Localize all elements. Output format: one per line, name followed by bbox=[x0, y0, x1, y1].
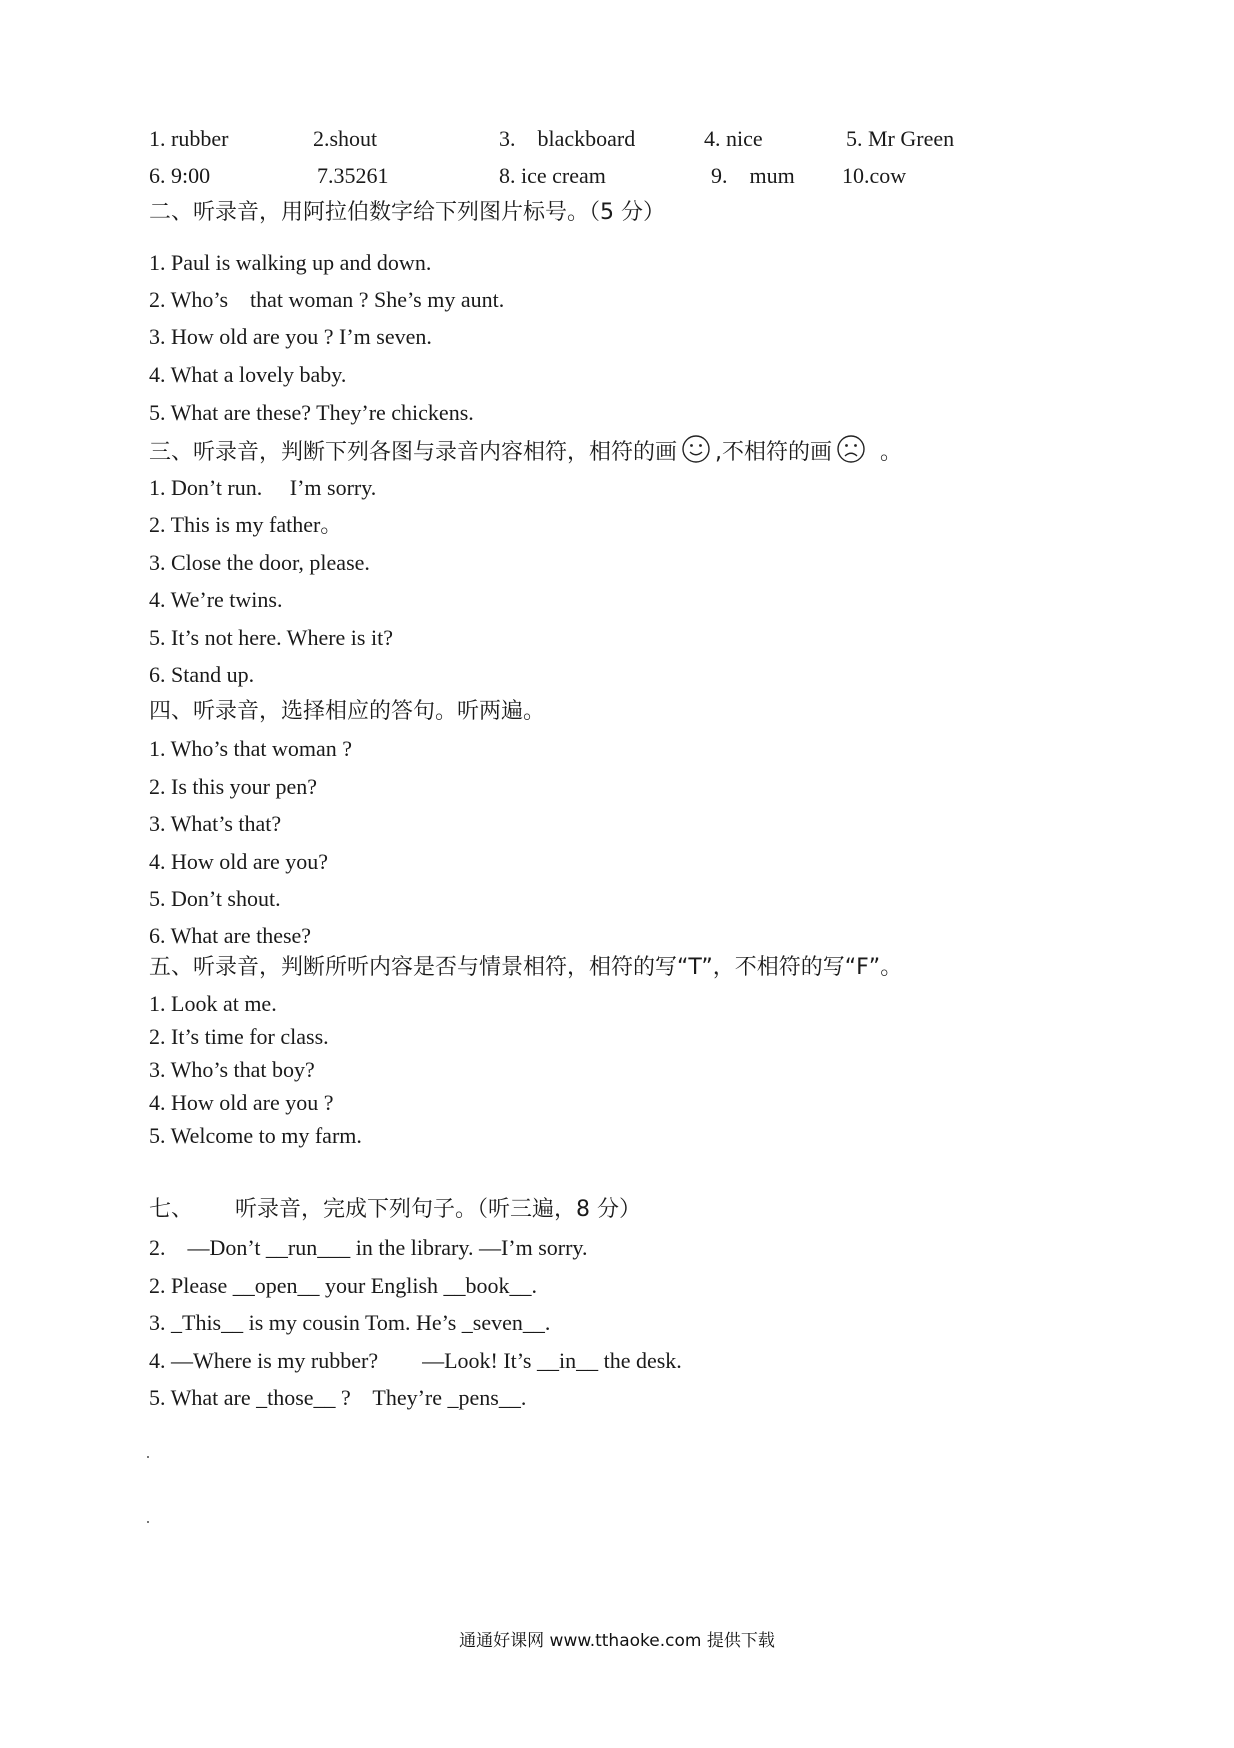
section3-item-2: 2. This is my father。 bbox=[149, 512, 343, 537]
smiley-face-icon bbox=[681, 434, 711, 472]
section4-item-1: 1. Who’s that woman ? bbox=[149, 736, 353, 761]
section2-item-5: 5. What are these? They’re chickens. bbox=[149, 400, 474, 425]
section2-item-4: 4. What a lovely baby. bbox=[149, 362, 347, 387]
section3-item-3: 3. Close the door, please. bbox=[149, 550, 370, 575]
stray-dot bbox=[147, 1456, 149, 1458]
word-7: 7.35261 bbox=[317, 163, 389, 188]
section2-item-3: 3. How old are you ? I’m seven. bbox=[149, 324, 432, 349]
section3-heading-part1: 三、听录音，判断下列各图与录音内容相符，相符的画 bbox=[149, 440, 678, 465]
word-9: 9. mum bbox=[711, 163, 795, 188]
section3-heading-part3: 。 bbox=[880, 440, 903, 465]
word-6: 6. 9:00 bbox=[149, 163, 211, 188]
section4-item-3: 3. What’s that? bbox=[149, 811, 282, 836]
section7-heading: 七、 听录音，完成下列句子。（听三遍，8 分） bbox=[149, 1197, 641, 1222]
section3-item-5: 5. It’s not here. Where is it? bbox=[149, 625, 393, 650]
section4-item-6: 6. What are these? bbox=[149, 923, 312, 948]
section4-item-4: 4. How old are you? bbox=[149, 849, 329, 874]
section5-item-1: 1. Look at me. bbox=[149, 991, 277, 1016]
section3-heading-part2: ,不相符的画 bbox=[715, 440, 833, 465]
section3-item-4: 4. We’re twins. bbox=[149, 587, 283, 612]
section7-item-2: 2. Please __open__ your English __book__. bbox=[149, 1273, 538, 1298]
word-4: 4. nice bbox=[704, 126, 763, 151]
section4-item-2: 2. Is this your pen? bbox=[149, 774, 318, 799]
word-3: 3. blackboard bbox=[499, 126, 636, 151]
section3-item-1: 1. Don’t run. I’m sorry. bbox=[149, 475, 377, 500]
section7-item-5: 5. What are _those__ ? They’re _pens__. bbox=[149, 1385, 527, 1410]
section5-item-2: 2. It’s time for class. bbox=[149, 1024, 329, 1049]
section7-item-4: 4. —Where is my rubber? —Look! It’s __in__ the desk. bbox=[149, 1348, 682, 1373]
section5-heading: 五、听录音，判断所听内容是否与情景相符，相符的写“T”，不相符的写“F”。 bbox=[149, 955, 903, 980]
frowning-face-icon bbox=[836, 434, 866, 472]
section2-item-2: 2. Who’s that woman ? She’s my aunt. bbox=[149, 287, 505, 312]
section3-heading bbox=[149, 434, 902, 472]
section2-item-1: 1. Paul is walking up and down. bbox=[149, 250, 432, 275]
section2-heading: 二、听录音，用阿拉伯数字给下列图片标号。（5 分） bbox=[149, 200, 665, 225]
section7-item-3: 3. _This__ is my cousin Tom. He’s _seven__. bbox=[149, 1310, 551, 1335]
section4-item-5: 5. Don’t shout. bbox=[149, 886, 281, 911]
word-2: 2.shout bbox=[313, 126, 378, 151]
word-1: 1. rubber bbox=[149, 126, 229, 151]
stray-dot bbox=[147, 1521, 149, 1523]
section3-item-6: 6. Stand up. bbox=[149, 662, 255, 687]
section4-heading: 四、听录音，选择相应的答句。听两遍。 bbox=[149, 699, 546, 724]
section7-item-1: 2. —Don’t __run___ in the library. —I’m sorry. bbox=[149, 1235, 588, 1260]
word-8: 8. ice cream bbox=[499, 163, 606, 188]
word-10: 10.cow bbox=[842, 163, 907, 188]
word-5: 5. Mr Green bbox=[846, 126, 955, 151]
section5-item-5: 5. Welcome to my farm. bbox=[149, 1123, 362, 1148]
footer-credit: 通通好课网 www.tthaoke.com 提供下载 bbox=[459, 1631, 775, 1651]
section5-item-3: 3. Who’s that boy? bbox=[149, 1057, 315, 1082]
section5-item-4: 4. How old are you ? bbox=[149, 1090, 334, 1115]
